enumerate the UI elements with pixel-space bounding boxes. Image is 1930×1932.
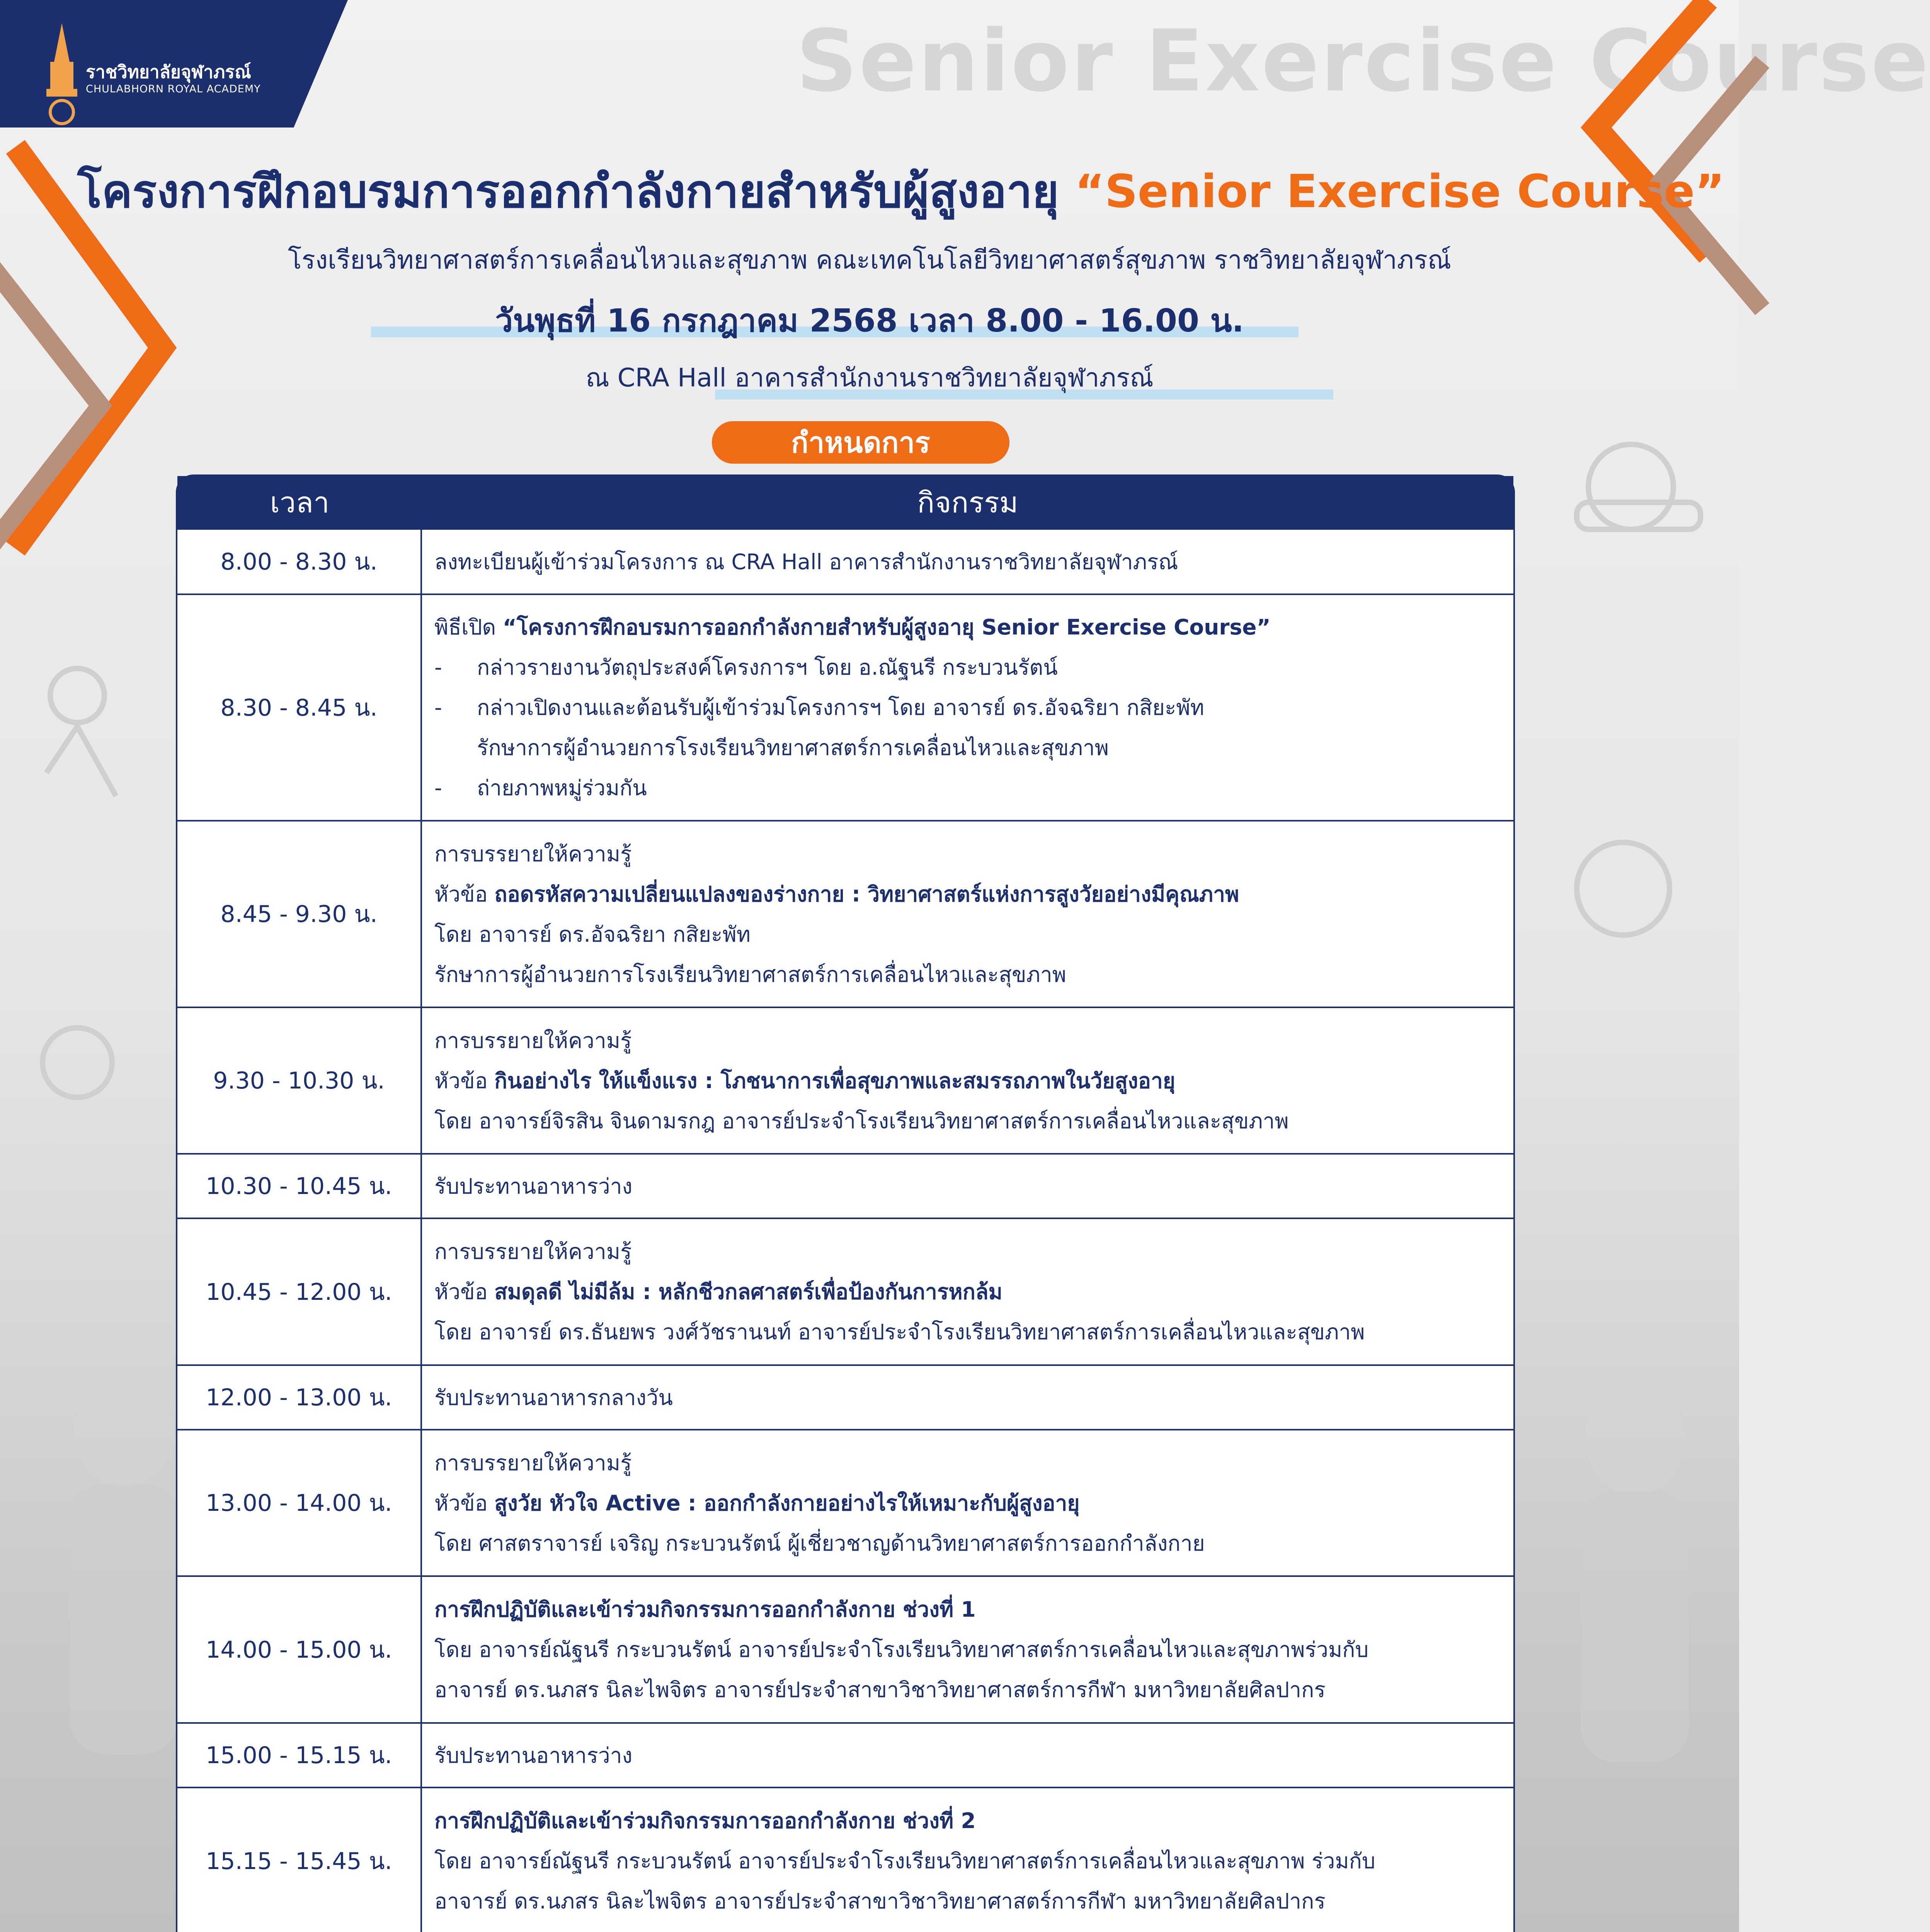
row-activity (422, 1155, 1513, 1218)
activity-bullet: - กล่าวเปิดงานและต้อนรับผู้เข้าร่วมโครงการฯ โดย อาจารย์ ดร.อัจฉริยา กสิยะพัท (434, 695, 1205, 720)
row-time: 8.00 - 8.30 น. (177, 530, 422, 594)
row-activity (422, 1577, 1513, 1722)
activity-line: การฝึกปฏิบัติและเข้าร่วมกิจกรรมการออกกำลังกาย ช่วงที่ 1 (434, 1597, 976, 1622)
activity-bullet: - ถ่ายภาพหมู่ร่วมกัน (434, 776, 647, 800)
activity-topic: หัวข้อ สูงวัย หัวใจ Active : ออกกำลังกายอย่างไรให้เหมาะกับผู้สูงอายุ (434, 1490, 1080, 1515)
table-row (177, 594, 1513, 820)
table-row (177, 1722, 1513, 1787)
row-time: 12.00 - 13.00 น. (177, 1366, 422, 1429)
activity-line: รักษาการผู้อำนวยการโรงเรียนวิทยาศาสตร์การเคลื่อนไหวและสุขภาพ (434, 962, 1066, 987)
exercise-icon-outline (43, 1028, 112, 1097)
row-activity (422, 1008, 1513, 1153)
table-row (177, 1007, 1513, 1153)
row-activity (422, 1366, 1513, 1429)
logo-thai-name: ราชวิทยาลัยจุฬาภรณ์ (86, 61, 251, 82)
row-activity (422, 530, 1513, 594)
activity-line: อาจารย์ ดร.นภสร นิละไพจิตร อาจารย์ประจำสาขาวิชาวิทยาศาสตร์การกีฬา มหาวิทยาลัยศิลปากร (434, 1677, 1326, 1702)
activity-line: รับประทานอาหารกลางวัน (434, 1385, 673, 1410)
event-date: วันพุธที่ 16 กรกฎาคม 2568 เวลา 8.00 - 16.00 น. (495, 303, 1244, 339)
activity-line: การฝึกปฏิบัติและเข้าร่วมกิจกรรมการออกกำลังกาย ช่วงที่ 2 (434, 1808, 976, 1833)
row-time: 9.30 - 10.30 น. (177, 1008, 422, 1153)
activity-line: โดย อาจารย์ ดร.อัจฉริยา กสิยะพัท (434, 922, 751, 947)
activity-line: โดย อาจารย์ณัฐนรี กระบวนรัตน์ อาจารย์ประจำโรงเรียนวิทยาศาสตร์การเคลื่อนไหวและสุขภาพ ร่วมกับ (434, 1849, 1375, 1873)
activity-bullet: - กล่าวรายงานวัตถุประสงค์โครงการฯ โดย อ.ณัฐนรี กระบวนรัตน์ (434, 655, 1058, 680)
row-activity (422, 1219, 1513, 1364)
row-time: 13.00 - 14.00 น. (177, 1430, 422, 1575)
table-row (177, 1787, 1513, 1932)
row-time: 15.00 - 15.15 น. (177, 1724, 422, 1787)
event-venue: ณ CRA Hall อาคารสำนักงานราชวิทยาลัยจุฬาภรณ์ (585, 363, 1154, 393)
column-header-activity: กิจกรรม (917, 486, 1018, 519)
row-time: 8.30 - 8.45 น. (177, 595, 422, 820)
row-activity (422, 1430, 1513, 1575)
subtitle: โรงเรียนวิทยาศาสตร์การเคลื่อนไหวและสุขภาพ คณะเทคโนโลยีวิทยาศาสตร์สุขภาพ ราชวิทยาลัยจุฬาภรณ์ (288, 245, 1452, 275)
title-main: โครงการฝึกอบรมการออกกำลังกายสำหรับผู้สูงอายุ (77, 165, 1059, 218)
column-header-time: เวลา (270, 486, 330, 519)
activity-line: การบรรยายให้ความรู้ (434, 1028, 632, 1053)
activity-line: โดย อาจารย์ณัฐนรี กระบวนรัตน์ อาจารย์ประจำโรงเรียนวิทยาศาสตร์การเคลื่อนไหวและสุขภาพร่วมกับ (434, 1637, 1369, 1662)
activity-line: รับประทานอาหารว่าง (434, 1173, 633, 1199)
activity-line: รักษาการผู้อำนวยการโรงเรียนวิทยาศาสตร์การเคลื่อนไหวและสุขภาพ (477, 735, 1109, 760)
logo-english-name: CHULABHORN ROYAL ACADEMY (86, 83, 261, 95)
table-row (177, 1153, 1513, 1218)
activity-line: อาจารย์ ดร.นภสร นิละไพจิตร อาจารย์ประจำสาขาวิชาวิทยาศาสตร์การกีฬา มหาวิทยาลัยศิลปากร (434, 1889, 1326, 1913)
row-activity (422, 1724, 1513, 1787)
title-accent: “Senior Exercise Course” (1075, 165, 1725, 218)
activity-line: การบรรยายให้ความรู้ (434, 1450, 632, 1475)
runner-icon-outline (50, 668, 104, 723)
activity-line: รับประทานอาหารว่าง (434, 1743, 633, 1768)
row-time: 8.45 - 9.30 น. (177, 821, 422, 1007)
activity-line: ลงทะเบียนผู้เข้าร่วมโครงการ ณ CRA Hall อาคารสำนักงานราชวิทยาลัยจุฬาภรณ์ (434, 549, 1178, 574)
activity-line: โดย อาจารย์ ดร.ธันยพร วงศ์วัชรานนท์ อาจารย์ประจำโรงเรียนวิทยาศาสตร์การเคลื่อนไหวและสุขภาพ (434, 1320, 1365, 1344)
row-time: 10.45 - 12.00 น. (177, 1219, 422, 1364)
table-row (177, 1575, 1513, 1722)
schedule-table (176, 474, 1515, 1932)
table-row (177, 820, 1513, 1007)
table-row (177, 528, 1513, 594)
row-activity (422, 821, 1513, 1007)
activity-topic: หัวข้อ ถอดรหัสความเปลี่ยนแปลงของร่างกาย : วิทยาศาสตร์แห่งการสูงวัยอย่างมีคุณภาพ (434, 881, 1239, 906)
row-activity (422, 1788, 1513, 1932)
activity-topic: หัวข้อ สมดุลดี ไม่มีล้ม : หลักชีวกลศาสตร์เพื่อป้องกันการหกล้ม (434, 1279, 1002, 1304)
activity-topic: หัวข้อ กินอย่างไร ให้แข็งแรง : โภชนาการเพื่อสุขภาพและสมรรถภาพในวัยสูงอายุ (434, 1068, 1176, 1093)
activity-line: โดย อาจารย์จิรสิน จินดามรกฎ อาจารย์ประจำโรงเรียนวิทยาศาสตร์การเคลื่อนไหวและสุขภาพ (434, 1108, 1289, 1133)
row-activity (422, 595, 1513, 820)
food-bowl-icon-outline (1577, 842, 1670, 935)
table-row (177, 1364, 1513, 1429)
logo (0, 0, 332, 128)
heart-icon-outline (1588, 444, 1673, 529)
row-time: 10.30 - 10.45 น. (177, 1155, 422, 1218)
page-title (77, 155, 1725, 232)
table-row (177, 1218, 1513, 1364)
table-header (177, 476, 1513, 528)
activity-line: การบรรยายให้ความรู้ (434, 1239, 632, 1264)
activity-line: พิธีเปิด “โครงการฝึกอบรมการออกกำลังกายสำหรับผู้สูงอายุ Senior Exercise Course” (434, 615, 1271, 639)
schedule-label: กำหนดการ (712, 421, 1009, 464)
background-watermark-text: Senior Exercise Course (796, 12, 1930, 111)
activity-line: โดย ศาสตราจารย์ เจริญ กระบวนรัตน์ ผู้เชี่ยวชาญด้านวิทยาศาสตร์การออกกำลังกาย (434, 1531, 1205, 1556)
activity-line: การบรรยายให้ความรู้ (434, 841, 632, 866)
row-time: 14.00 - 15.00 น. (177, 1577, 422, 1722)
table-row (177, 1429, 1513, 1575)
row-time: 15.15 - 15.45 น. (177, 1788, 422, 1932)
